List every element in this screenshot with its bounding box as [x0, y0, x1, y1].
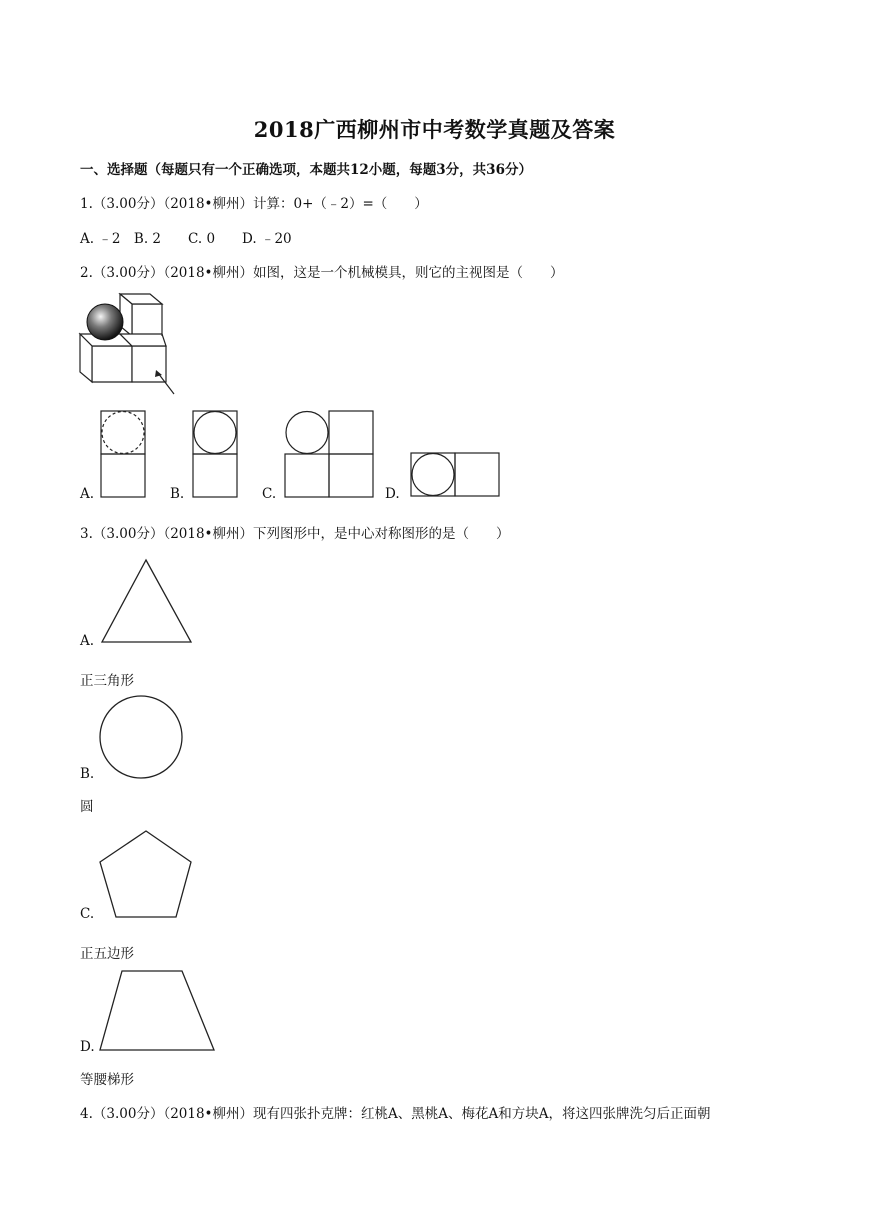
q3-option-b-circle[interactable]: [98, 695, 186, 781]
q3-option-b-caption: 圆: [80, 799, 94, 815]
q2-option-d-label: D.: [385, 486, 400, 502]
q3-option-c-caption: 正五边形: [80, 946, 134, 962]
q3-option-d-trapezoid[interactable]: [98, 969, 216, 1053]
question-3-stem: 3.（3.00分）（2018•柳州）下列图形中，是中心对称图形的是（ ）: [80, 526, 510, 542]
q2-option-a-figure[interactable]: [100, 410, 148, 498]
q2-option-b-label: B.: [170, 486, 185, 502]
q2-option-c-figure[interactable]: [284, 410, 376, 498]
q3-option-c-pentagon[interactable]: [98, 829, 194, 921]
q3-option-a-label: A.: [80, 633, 95, 649]
section-header: 一、选择题（每题只有一个正确选项，本题共12小题，每题3分，共36分）: [80, 162, 532, 178]
q2-option-d-figure[interactable]: [410, 452, 502, 498]
q3-option-c-label: C.: [80, 906, 95, 922]
q3-option-d-caption: 等腰梯形: [80, 1072, 134, 1088]
q3-option-a-caption: 正三角形: [80, 673, 134, 689]
q2-option-a-label: A.: [80, 486, 95, 502]
q3-option-a-triangle[interactable]: [100, 558, 194, 644]
mold-3d-figure: [70, 290, 190, 398]
question-4-stem: 4.（3.00分）（2018•柳州）现有四张扑克牌：红桃A、黑桃A、梅花A和方块A，将这四张牌洗匀后正面朝: [80, 1106, 711, 1122]
q2-option-b-figure[interactable]: [192, 410, 240, 498]
q3-option-d-label: D.: [80, 1039, 95, 1055]
q3-option-b-label: B.: [80, 766, 95, 782]
q2-option-c-label: C.: [262, 486, 277, 502]
question-1-stem: 1.（3.00分）（2018•柳州）计算：0+（﹣2）=（ ）: [80, 196, 428, 212]
page-title: 2018广西柳州市中考数学真题及答案: [253, 117, 616, 142]
question-1-options: A. ﹣2 B. 2 C. 0 D. ﹣20: [80, 231, 292, 247]
question-2-stem: 2.（3.00分）（2018•柳州）如图，这是一个机械模具，则它的主视图是（ ）: [80, 265, 564, 281]
